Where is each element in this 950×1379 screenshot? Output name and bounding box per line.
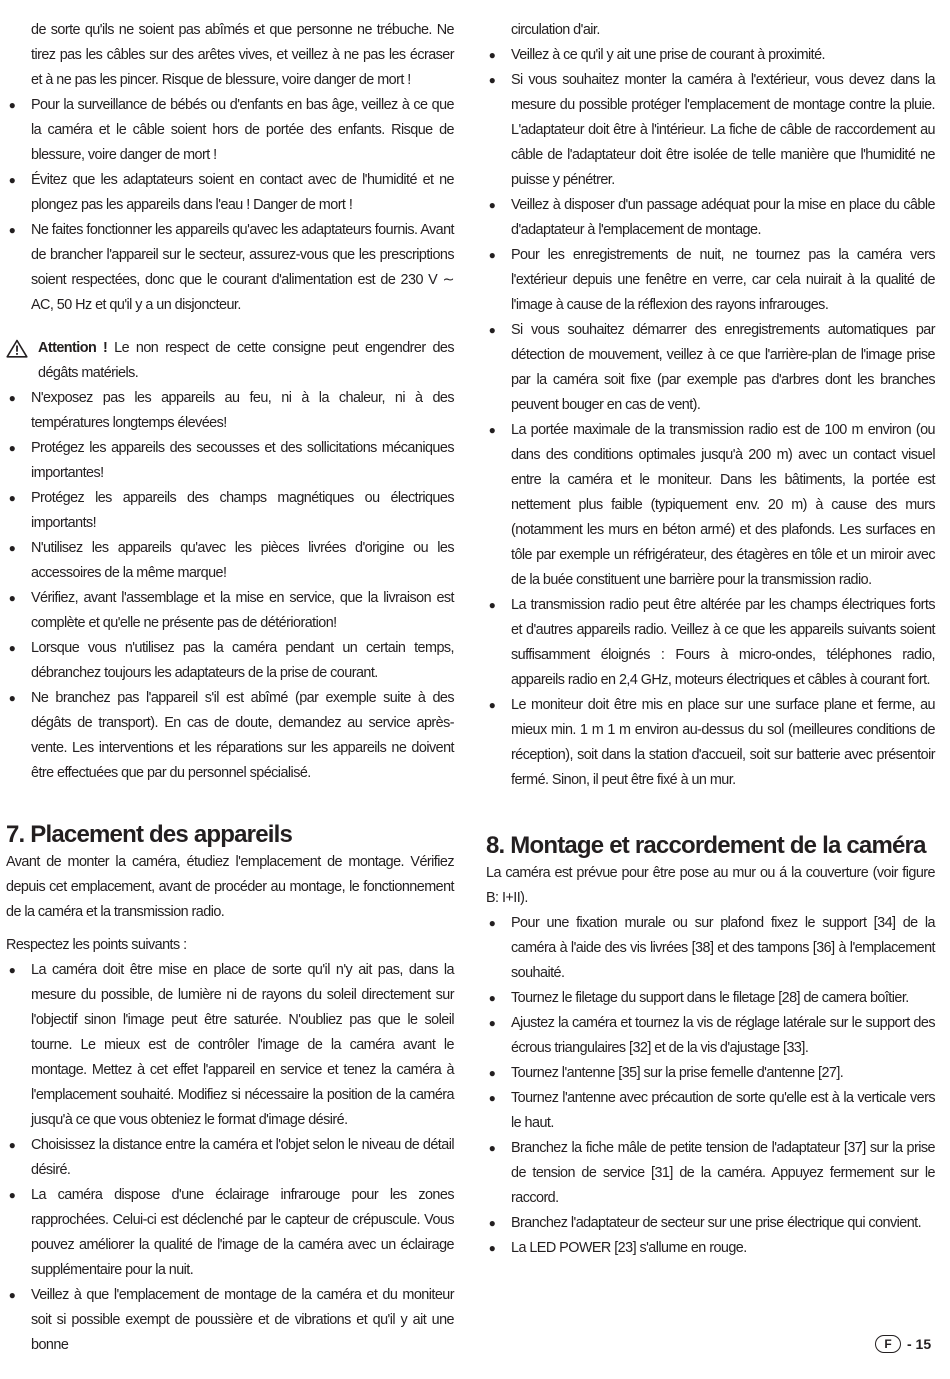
page-number: - 15 xyxy=(907,1336,932,1352)
mounting-list xyxy=(486,911,935,1261)
list-item: ● Branchez la fiche mâle de petite tension de l'adaptateur [37] sur la prise de tension de service [31] de la caméra. Appuyez fermement sur le raccord. xyxy=(486,1136,935,1211)
safety-list-1 xyxy=(6,93,454,318)
list-item: ● Veillez à ce qu'il y ait une prise de courant à proximité. xyxy=(486,43,935,68)
list-item: ● Ajustez la caméra et tournez la vis de réglage latérale sur le support des écrous triangulaires [32] et de la vis d'ajustage [33]. xyxy=(486,1011,935,1061)
section-7-intro: Avant de monter la caméra, étudiez l'emplacement de montage. Vérifiez depuis cet emplacement, avant de procéder au montage, le fonctionnement de la caméra et la transmission radio. xyxy=(6,854,454,920)
bullet-icon: ● xyxy=(488,991,496,1005)
continued-paragraph: de sorte qu'ils ne soient pas abîmés et que personne ne trébuche. Ne tirez pas les câbles sur des arêtes vives, et veillez à ne pas les écraser et à ne pas les pincer. Risque de blessure, voire danger de mort ! xyxy=(31,22,454,88)
right-column xyxy=(486,18,935,1261)
list-item: ● Le moniteur doit être mis en place sur une surface plane et ferme, au mieux min. 1 m 1 m environ au-dessus du sol (meilleures conditions de réception), soit dans la station d'accueil, soit sur batterie avec présentoir fermé. Sinon, il peut être fixé à un mur. xyxy=(486,693,935,793)
list-item: ● N'utilisez les appareils qu'avec les pièces livrées d'origine ou les accessoires de la même marque! xyxy=(6,536,454,586)
bullet-icon: ● xyxy=(488,1091,496,1105)
bullet-icon: ● xyxy=(488,1216,496,1230)
warning-triangle-icon xyxy=(6,339,28,358)
page-footer xyxy=(875,1335,931,1353)
list-item: ● Choisissez la distance entre la caméra et l'objet selon le niveau de détail désiré. xyxy=(6,1133,454,1183)
bullet-icon: ● xyxy=(8,173,16,187)
list-item: ● N'exposez pas les appareils au feu, ni à la chaleur, ni à des températures longtemps élevées! xyxy=(6,386,454,436)
continued-paragraph: circulation d'air. xyxy=(511,22,600,38)
bullet-icon: ● xyxy=(8,391,16,405)
bullet-icon: ● xyxy=(488,423,496,437)
list-item: ● Veillez à que l'emplacement de montage de la caméra et du moniteur soit si possible exempt de poussière et de vibrations et qu'il y ait une bonne xyxy=(6,1283,454,1358)
list-item: ● Pour une fixation murale ou sur plafond fixez le support [34] de la caméra à l'aide des vis livrées [38] et des tampons [36] à l'emplacement souhaité. xyxy=(486,911,935,986)
list-item: ● La caméra dispose d'une éclairage infrarouge pour les zones rapprochées. Celui-ci est déclenché par le capteur de crépuscule. Vous pouvez améliorer la qualité de l'image de la caméra avec un éclairage supplémentaire pour la nuit. xyxy=(6,1183,454,1283)
list-item: ● Ne faites fonctionner les appareils qu'avec les adaptateurs fournis. Avant de brancher l'appareil sur le secteur, assurez-vous que les prescriptions soient respectées, donc que le courant d'alimentation est de 230 V ∼ AC, 50 Hz et qu'il y a un disjoncteur. xyxy=(6,218,454,318)
list-item: ● Si vous souhaitez monter la caméra à l'extérieur, vous devez dans la mesure du possible protéger l'emplacement de montage contre la pluie. L'adaptateur doit être à l'intérieur. La fiche de câble de raccordement au câble de l'adaptateur doit être isolée de telle manière que l'humidité ne puisse y pénétrer. xyxy=(486,68,935,193)
bullet-icon: ● xyxy=(488,1066,496,1080)
language-badge: F xyxy=(875,1335,901,1353)
section-7-lead: Respectez les points suivants : xyxy=(6,937,187,953)
list-item: ● Pour les enregistrements de nuit, ne tournez pas la caméra vers l'extérieur depuis une fenêtre en verre, car cela nuirait à la qualité de l'image à cause de la réflexion des rayons infrarouges. xyxy=(486,243,935,318)
bullet-icon: ● xyxy=(8,541,16,555)
list-item: ● Tournez l'antenne [35] sur la prise femelle d'antenne [27]. xyxy=(486,1061,935,1086)
list-item: ● Protégez les appareils des champs magnétiques ou électriques importants! xyxy=(6,486,454,536)
bullet-icon: ● xyxy=(8,98,16,112)
bullet-icon: ● xyxy=(488,198,496,212)
list-item: ● Branchez l'adaptateur de secteur sur une prise électrique qui convient. xyxy=(486,1211,935,1236)
left-column xyxy=(6,18,454,1358)
section-8-intro: La caméra est prévue pour être pose au mur ou á la couverture (voir figure B: I+II). xyxy=(486,865,935,906)
bullet-icon: ● xyxy=(488,323,496,337)
bullet-icon: ● xyxy=(8,691,16,705)
bullet-icon: ● xyxy=(488,1141,496,1155)
bullet-icon: ● xyxy=(8,491,16,505)
bullet-icon: ● xyxy=(8,963,16,977)
list-item: ● Veillez à disposer d'un passage adéquat pour la mise en place du câble d'adaptateur à l'emplacement de montage. xyxy=(486,193,935,243)
list-item: ● Lorsque vous n'utilisez pas la caméra pendant un certain temps, débranchez toujours les adaptateurs de la prise de courant. xyxy=(6,636,454,686)
bullet-icon: ● xyxy=(8,1188,16,1202)
list-item: ● Évitez que les adaptateurs soient en contact avec de l'humidité et ne plongez pas les appareils dans l'eau ! Danger de mort ! xyxy=(6,168,454,218)
bullet-icon: ● xyxy=(488,48,496,62)
bullet-icon: ● xyxy=(8,1288,16,1302)
bullet-icon: ● xyxy=(8,1138,16,1152)
list-item: ● Pour la surveillance de bébés ou d'enfants en bas âge, veillez à ce que la caméra et le câble soient hors de portée des enfants. Risque de blessure, voire danger de mort ! xyxy=(6,93,454,168)
bullet-icon: ● xyxy=(488,248,496,262)
attention-text: Le non respect de cette consigne peut engendrer des dégâts matériels. xyxy=(38,340,454,381)
safety-list-2 xyxy=(6,386,454,786)
section-8-heading: 8. Montage et raccordement de la caméra xyxy=(486,832,926,859)
attention-label: Attention ! xyxy=(38,340,108,356)
list-item: ● La portée maximale de la transmission radio est de 100 m environ (ou dans des conditions optimales jusqu'à 200 m) avec un contact visuel entre la caméra et le moniteur. Dans les bâtiments, la portée est nettement plus faible (typiquement env. 20 m) à cause des murs (notamment les murs en béton armé) et des plafonds. Les surfaces en tôle par exemple un réfrigérateur, des étagères en tôle et un miroir avec de la buée constituent une barrière pour la transmission radio. xyxy=(486,418,935,593)
bullet-icon: ● xyxy=(8,641,16,655)
list-item: ● Tournez l'antenne avec précaution de sorte qu'elle est à la verticale vers le haut. xyxy=(486,1086,935,1136)
placement-list xyxy=(6,958,454,1358)
bullet-icon: ● xyxy=(8,591,16,605)
bullet-icon: ● xyxy=(488,698,496,712)
bullet-icon: ● xyxy=(8,223,16,237)
placement-list-continued xyxy=(486,43,935,793)
bullet-icon: ● xyxy=(488,916,496,930)
bullet-icon: ● xyxy=(488,598,496,612)
attention-note xyxy=(6,336,454,386)
bullet-icon: ● xyxy=(488,73,496,87)
bullet-icon: ● xyxy=(488,1241,496,1255)
list-item: ● Protégez les appareils des secousses et des sollicitations mécaniques importantes! xyxy=(6,436,454,486)
list-item: ● La caméra doit être mise en place de sorte qu'il n'y ait pas, dans la mesure du possible, de lumière ni de rayons du soleil directement sur l'objectif sinon l'image peut être saturée. N'oubliez pas que le soleil tourne. Le mieux est de contrôler l'image de la caméra avant le montage. Mettez à cet effet l'appareil en service et tenez la caméra à l'emplacement souhaité. Modifiez si nécessaire la position de la caméra jusqu'à ce que vous obteniez le format d'image désiré. xyxy=(6,958,454,1133)
section-7-heading: 7. Placement des appareils xyxy=(6,821,293,848)
bullet-icon: ● xyxy=(8,441,16,455)
list-item: ● Si vous souhaitez démarrer des enregistrements automatiques par détection de mouvement, veillez à ce que l'arrière-plan de l'image prise par la caméra soit fixe (par exemple pas d'arbres dont les branches peuvent bouger en cas de vent). xyxy=(486,318,935,418)
list-item: ● Vérifiez, avant l'assemblage et la mise en service, que la livraison est complète et qu'elle ne présente pas de détérioration! xyxy=(6,586,454,636)
list-item: ● La LED POWER [23] s'allume en rouge. xyxy=(486,1236,935,1261)
list-item: ● Ne branchez pas l'appareil s'il est abîmé (par exemple suite à des dégâts de transport). En cas de doute, demandez au service après-vente. Les interventions et les réparations sur les appareils ne doivent être effectuées que par du personnel spécialisé. xyxy=(6,686,454,786)
list-item: ● Tournez le filetage du support dans le filetage [28] de camera boîtier. xyxy=(486,986,935,1011)
bullet-icon: ● xyxy=(488,1016,496,1030)
list-item: ● La transmission radio peut être altérée par les champs électriques forts et d'autres appareils radio. Veillez à ce que les appareils suivants soient suffisamment éloignés : Fours à micro-ondes, téléphones radio, appareils radio en 2,4 GHz, moteurs électriques et câbles à courant fort. xyxy=(486,593,935,693)
